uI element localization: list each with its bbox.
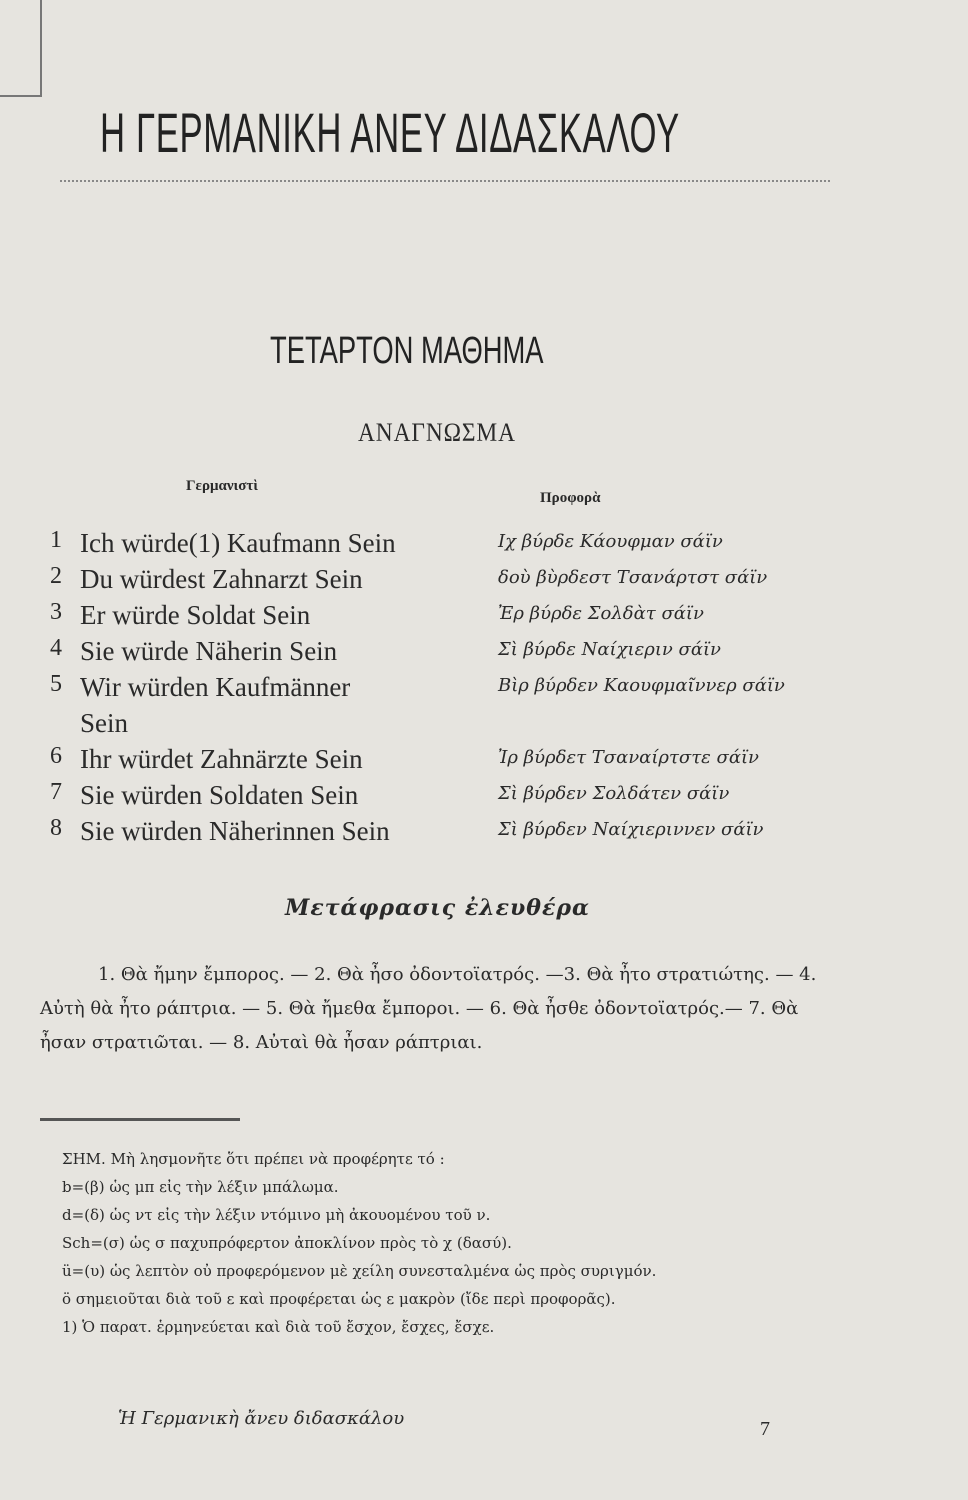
- german-sentence: Sie würde Näherin Sein: [80, 636, 338, 666]
- row-number: 8: [50, 815, 62, 841]
- reading-row: [40, 741, 920, 777]
- pronunciation-text: δοὺ βὺρδεστ Τσανάρτστ σάϊν: [498, 567, 768, 588]
- reading-row: [40, 777, 920, 813]
- page-edge-mark: [0, 0, 42, 97]
- german-sentence: Er würde Soldat Sein: [80, 600, 311, 630]
- notes-block: [62, 1145, 852, 1341]
- note-line: Sch=(σ) ὡς σ παχυπρόφερτον ἀποκλίνον πρὸς τὸ χ (δασύ).: [62, 1234, 512, 1252]
- row-number: 4: [50, 635, 62, 661]
- row-number: 6: [50, 743, 62, 769]
- pronunciation-text: Ἰρ βύρδετ Τσαναίρτστε σάϊν: [498, 747, 759, 768]
- note-line: ö σημειοῦται διὰ τοῦ ε καὶ προφέρεται ὡς ε μακρὸν (ἴδε περὶ προφορᾶς).: [62, 1290, 616, 1308]
- footnote-line: 1) Ὁ παρατ. ἑρμηνεύεται καὶ διὰ τοῦ ἔσχον, ἔσχες, ἔσχε.: [62, 1318, 495, 1336]
- reading-table: [40, 525, 920, 849]
- pronunciation-text: Σὶ βύρδε Ναίχιεριν σάϊν: [498, 639, 721, 660]
- german-sentence: Ihr würdet Zahnärzte Sein: [80, 744, 363, 774]
- reading-row: [40, 633, 920, 669]
- note-line: ΣΗΜ. Μὴ λησμονῆτε ὅτι πρέπει νὰ προφέρητε τό :: [62, 1150, 445, 1168]
- note-line: d=(δ) ὡς ντ εἰς τὴν λέξιν ντόμινο μὴ ἀκουομένου τοῦ ν.: [62, 1206, 491, 1224]
- running-header-title: Η ΓΕΡΜΑΝΙΚΗ ΑΝΕΥ ΔΙΔΑΣΚΑΛΟΥ: [100, 101, 680, 164]
- reading-row: [40, 813, 920, 849]
- footnote-divider: [40, 1118, 240, 1121]
- note-line: b=(β) ὡς μπ εἰς τὴν λέξιν μπάλωμα.: [62, 1178, 339, 1196]
- german-sentence: Ich würde(1) Kaufmann Sein: [80, 528, 396, 558]
- row-number: 7: [50, 779, 62, 805]
- row-number: 2: [50, 563, 62, 589]
- header-divider: [60, 180, 830, 182]
- footer-book-title: Ἡ Γερμανικὴ ἄνευ διδασκάλου: [118, 1408, 405, 1429]
- lesson-title: ΤΕΤΑΡΤΟΝ ΜΑΘΗΜΑ: [270, 330, 544, 372]
- row-number: 1: [50, 527, 62, 553]
- german-sentence: Du würdest Zahnarzt Sein: [80, 564, 363, 594]
- section-title: ΑΝΑΓΝΩΣΜΑ: [358, 418, 516, 447]
- pronunciation-text: Βὶρ βύρδεν Καουφμαῖννερ σάϊν: [498, 675, 785, 696]
- free-translation-title: Μετάφρασις ἐλευθέρα: [285, 895, 590, 921]
- free-translation-text: 1. Θὰ ἤμην ἔμπορος. — 2. Θὰ ἦσο ὀδοντοϊατρός. —3. Θὰ ἦτο στρατιώτης. — 4. Αὐτὴ θὰ ἦτο ράπτρια. — 5. Θὰ ἤμεθα ἔμποροι. — 6. Θὰ ἦσθε ὀδοντοϊατρός.— 7. Θὰ ἦσαν στρατιῶται. — 8. Αὐταὶ θὰ ἦσαν ράπτριαι.: [40, 964, 817, 1053]
- reading-row: [40, 597, 920, 633]
- pronunciation-text: Σὶ βύρδεν Σολδάτεν σάϊν: [498, 783, 730, 804]
- german-sentence: Sie würden Näherinnen Sein: [80, 816, 390, 846]
- reading-row: [40, 561, 920, 597]
- row-number: 3: [50, 599, 62, 625]
- column-heading-german: Γερμανιστὶ: [186, 478, 258, 494]
- pronunciation-text: Ἐρ βύρδε Σολδὰτ σάϊν: [498, 603, 704, 624]
- column-heading-pronunciation: Προφορὰ: [540, 490, 601, 506]
- german-sentence: Sie würden Soldaten Sein: [80, 780, 359, 810]
- reading-row: [40, 669, 920, 741]
- row-number: 5: [50, 671, 62, 697]
- pronunciation-text: Ιχ βύρδε Κάουφμαν σάϊν: [498, 531, 723, 552]
- pronunciation-text: Σὶ βύρδεν Ναίχιεριννεν σάϊν: [498, 819, 764, 840]
- reading-row: [40, 525, 920, 561]
- german-sentence: Wir würden Kaufmänner Sein: [80, 672, 351, 738]
- page-number: 7: [760, 1418, 770, 1440]
- note-line: ü=(υ) ὡς λεπτὸν οὐ προφερόμενον μὲ χείλη συνεσταλμένα ὡς πρὸς συριγμόν.: [62, 1262, 657, 1280]
